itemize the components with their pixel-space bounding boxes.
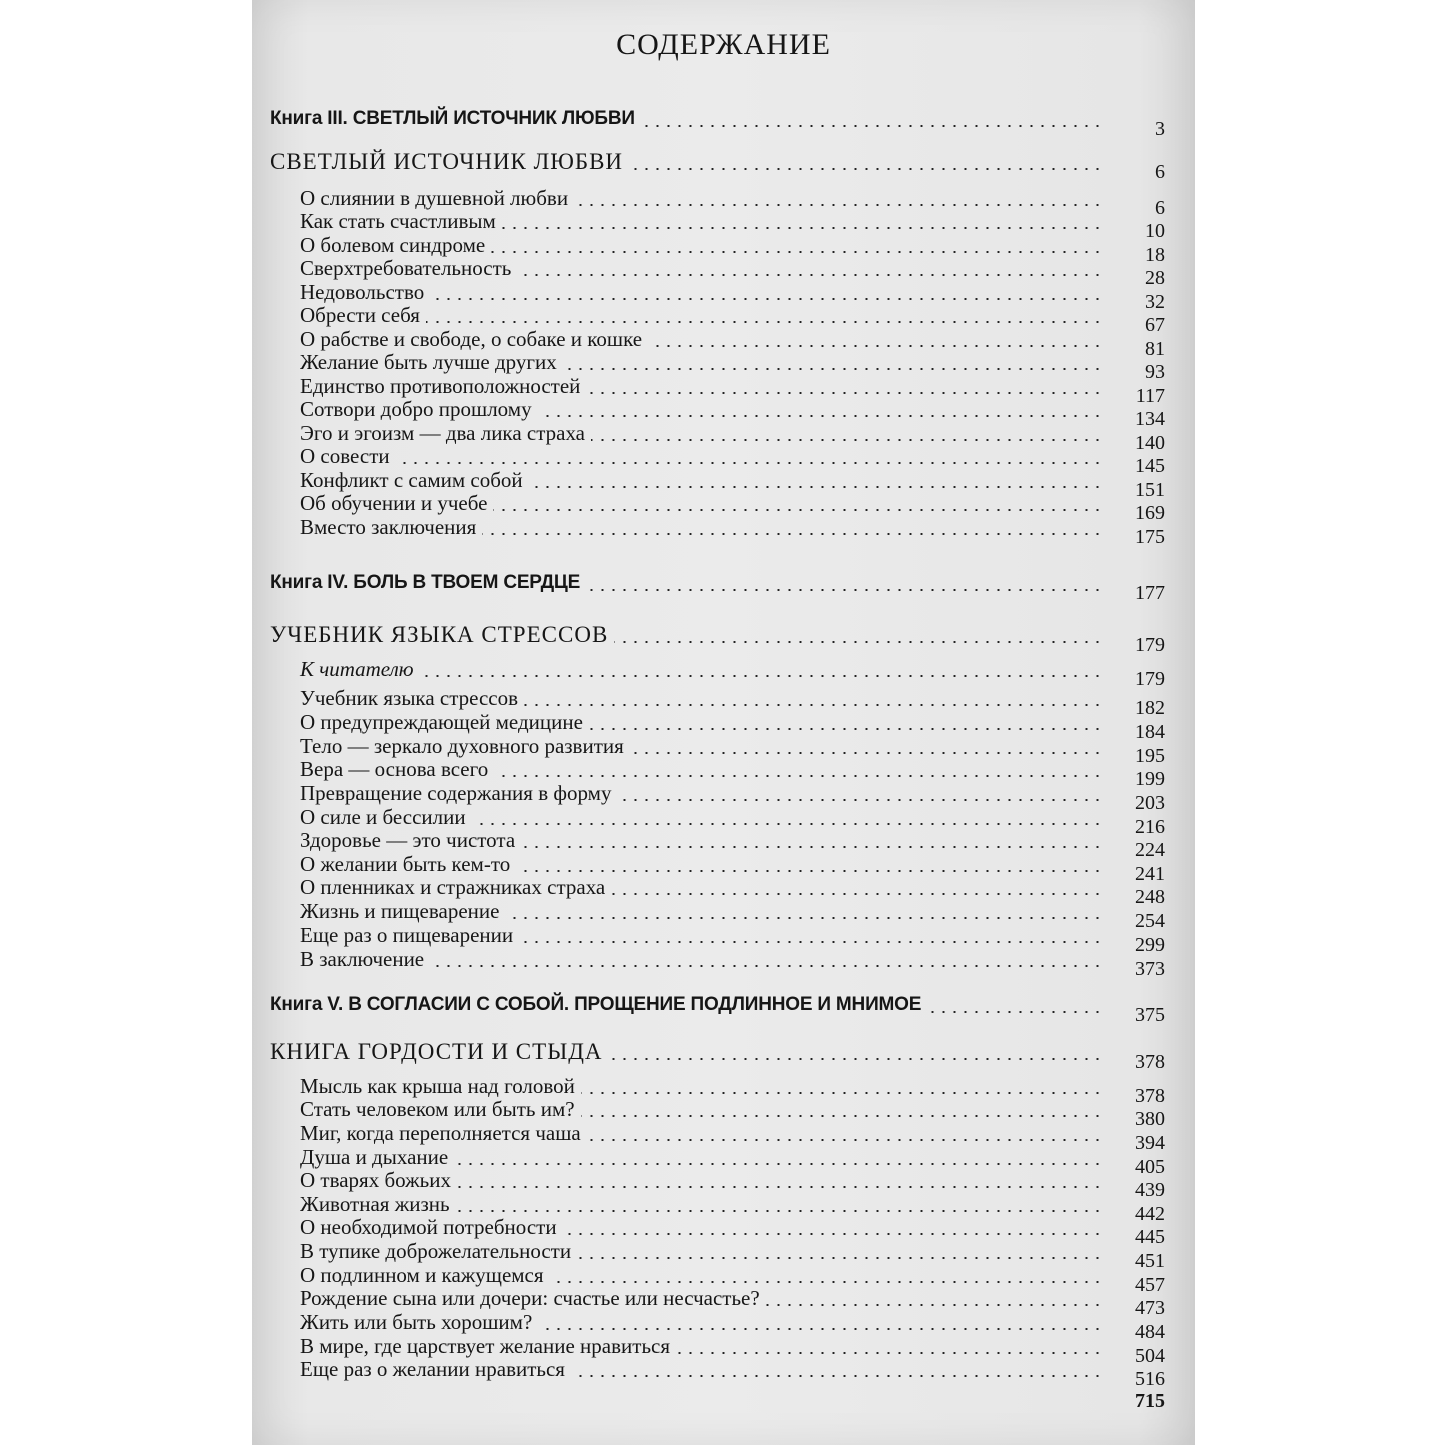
dot-leader: [614, 641, 1103, 643]
toc-entry-page: 248: [1135, 886, 1165, 908]
dot-leader: [574, 204, 1103, 206]
toc-entry-title: Эго и эгоизм — два лика страха: [300, 421, 586, 445]
toc-entry-page: 67: [1145, 314, 1165, 336]
dot-leader: [519, 941, 1103, 943]
dot-leader: [630, 752, 1103, 754]
toc-chapter-entry: [252, 780, 1195, 814]
toc-entry-page: 473: [1135, 1297, 1165, 1319]
toc-entry-page: 299: [1135, 934, 1165, 956]
toc-entry-title: В заключение: [300, 947, 425, 971]
toc-chapter-entry: [252, 946, 1195, 980]
toc-entry-page: 3: [1155, 118, 1165, 140]
dot-leader: [766, 1304, 1103, 1306]
toc-entry-page: 216: [1135, 816, 1165, 838]
toc-chapter-entry: [252, 1096, 1195, 1130]
dot-leader: [577, 1257, 1103, 1259]
toc-entry-title: О предупреждающей медицине: [300, 710, 583, 734]
toc-entry-title: Книга V. В СОГЛАСИИ С СОБОЙ. ПРОЩЕНИЕ ПОДЛИННОЕ И МНИМОЕ: [270, 994, 922, 1015]
dot-leader: [641, 125, 1103, 127]
toc-chapter-entry: [252, 1238, 1195, 1272]
page-number: 715: [1135, 1390, 1165, 1412]
toc-entry-page: 405: [1135, 1156, 1165, 1178]
dot-leader: [396, 462, 1103, 464]
dot-leader: [420, 675, 1103, 677]
toc-entry-title: Как стать счастливым: [300, 209, 496, 233]
toc-chapter-entry: [252, 1214, 1195, 1248]
toc-entry-title: Жить или быть хорошим?: [300, 1310, 533, 1334]
toc-entry-page: 195: [1135, 745, 1165, 767]
toc-entry-page: 442: [1135, 1203, 1165, 1225]
dot-leader: [491, 251, 1103, 253]
toc-chapter-entry: [252, 709, 1195, 743]
toc-chapter-entry: [252, 1309, 1195, 1343]
toc-entry-title: О слиянии в душевной любви: [300, 186, 569, 210]
toc-section-entry: [252, 622, 1195, 656]
dot-leader: [611, 893, 1103, 895]
toc-entry-page: 378: [1135, 1051, 1165, 1073]
toc-entry-page: 504: [1135, 1345, 1165, 1367]
toc-entry-page: 140: [1135, 432, 1165, 454]
dot-leader: [472, 823, 1103, 825]
dot-leader: [563, 1233, 1103, 1235]
toc-chapter-entry: [252, 1167, 1195, 1201]
dot-leader: [587, 1139, 1103, 1141]
toc-entry-page: 18: [1145, 244, 1165, 266]
dot-leader: [581, 1092, 1103, 1094]
toc-book-entry: [252, 992, 1195, 1026]
toc-book-entry: [252, 570, 1195, 604]
toc-entry-title: Недовольство: [300, 280, 425, 304]
toc-entry-title: Учебник языка стрессов: [300, 686, 519, 710]
dot-leader: [521, 846, 1103, 848]
toc-chapter-entry: [252, 396, 1195, 430]
dot-leader: [538, 415, 1103, 417]
dot-leader: [676, 1352, 1103, 1354]
toc-chapter-entry: [252, 898, 1195, 932]
dot-leader: [430, 298, 1103, 300]
toc-book-entry: [252, 106, 1195, 140]
toc-entry-page: 380: [1135, 1108, 1165, 1130]
toc-entry-title: О болевом синдроме: [300, 233, 486, 257]
toc-entry-title: Стать человеком или быть им?: [300, 1097, 575, 1121]
toc-entry-page: 182: [1135, 697, 1165, 719]
dot-leader: [457, 1186, 1103, 1188]
toc-entry-page: 439: [1135, 1179, 1165, 1201]
toc-entry-title: УЧЕБНИК ЯЗЫКА СТРЕССОВ: [270, 622, 609, 647]
toc-entry-title: КНИГА ГОРДОСТИ И СТЫДА: [270, 1039, 603, 1064]
toc-entry-title: Миг, когда переполняется чаша: [300, 1121, 581, 1145]
dot-leader: [927, 1011, 1103, 1013]
toc-entry-title: В мире, где царствует желание нравиться: [300, 1334, 671, 1358]
toc-entry-page: 373: [1135, 958, 1165, 980]
dot-leader: [493, 509, 1103, 511]
toc-chapter-entry: [252, 443, 1195, 477]
toc-entry-page: 254: [1135, 910, 1165, 932]
toc-chapter-entry: [252, 827, 1195, 861]
toc-chapter-entry: [252, 1285, 1195, 1319]
toc-entry-title: В тупике доброжелательности: [300, 1239, 572, 1263]
toc-entry-page: 241: [1135, 863, 1165, 885]
toc-entry-page: 179: [1135, 668, 1165, 690]
toc-entry-page: 457: [1135, 1274, 1165, 1296]
toc-entry-page: 6: [1155, 161, 1165, 183]
toc-chapter-entry: [252, 349, 1195, 383]
toc-entry-title: Тело — зеркало духовного развития: [300, 734, 624, 758]
toc-entry-title: Обрести себя: [300, 303, 420, 327]
toc-heading: СОДЕРЖАНИЕ: [616, 28, 831, 61]
dot-leader: [482, 533, 1103, 535]
toc-entry-page: 134: [1135, 408, 1165, 430]
dot-leader: [524, 704, 1103, 706]
toc-entry-title: СВЕТЛЫЙ ИСТОЧНИК ЛЮБВИ: [270, 149, 624, 174]
toc-entry-title: Вместо заключения: [300, 515, 477, 539]
toc-entry-page: 81: [1145, 338, 1165, 360]
toc-entry-title: Желание быть лучше других: [300, 350, 557, 374]
toc-entry-title: Книга IV. БОЛЬ В ТВОЕМ СЕРДЦЕ: [270, 572, 581, 593]
toc-section-entry: [252, 1039, 1195, 1073]
dot-leader: [454, 1163, 1103, 1165]
toc-entry-title: Здоровье — это чистота: [300, 828, 516, 852]
toc-entry-page: 484: [1135, 1321, 1165, 1343]
toc-entry-title: Превращение содержания в форму: [300, 781, 612, 805]
dot-leader: [505, 917, 1103, 919]
toc-entry-page: 28: [1145, 267, 1165, 289]
dot-leader: [589, 728, 1103, 730]
toc-entry-page: 179: [1135, 634, 1165, 656]
toc-chapter-entry: [252, 490, 1195, 524]
toc-chapter-entry: [252, 255, 1195, 289]
toc-entry-page: 145: [1135, 455, 1165, 477]
toc-entry-page: 169: [1135, 502, 1165, 524]
toc-chapter-entry: [252, 685, 1195, 719]
toc-entry-title: Еще раз о желании нравиться: [300, 1357, 565, 1381]
toc-entry-title: Книга III. СВЕТЛЫЙ ИСТОЧНИК ЛЮБВИ: [270, 108, 635, 129]
dot-leader: [629, 168, 1103, 170]
toc-chapter-entry: [252, 756, 1195, 790]
toc-entry-page: 375: [1135, 1004, 1165, 1026]
toc-entry-title: Мысль как крыша над головой: [300, 1074, 575, 1098]
dot-leader: [529, 486, 1103, 488]
toc-entry-title: Единство противоположностей: [300, 374, 581, 398]
toc-entry-page: 378: [1135, 1085, 1165, 1107]
toc-entry-page: 516: [1135, 1368, 1165, 1390]
toc-entry-title: Жизнь и пищеварение: [300, 899, 500, 923]
toc-entry-title: Душа и дыхание: [300, 1145, 449, 1169]
toc-entry-page: 203: [1135, 792, 1165, 814]
dot-leader: [571, 1375, 1103, 1377]
toc-entry-page: 184: [1135, 721, 1165, 743]
dot-leader: [586, 392, 1103, 394]
toc-entry-title: О рабстве и свободе, о собаке и кошке: [300, 327, 643, 351]
toc-entry-page: 151: [1135, 479, 1165, 501]
dot-leader: [494, 775, 1103, 777]
toc-chapter-entry: [252, 514, 1195, 548]
toc-entry-title: Животная жизнь: [300, 1192, 450, 1216]
toc-entry-title: О тварях божьих: [300, 1168, 451, 1192]
toc-entry-title: Об обучении и учебе: [300, 491, 488, 515]
dot-leader: [456, 1210, 1103, 1212]
toc-entry-title: О силе и бессилии: [300, 805, 466, 829]
toc-entry-page: 394: [1135, 1132, 1165, 1154]
toc-entry-page: 445: [1135, 1226, 1165, 1248]
toc-entry-title: О совести: [300, 444, 390, 468]
toc-chapter-entry: [252, 874, 1195, 908]
toc-entry-page: 175: [1135, 526, 1165, 548]
toc-entry-page: 10: [1145, 220, 1165, 242]
toc-entry-title: О пленниках и стражниках страха: [300, 875, 606, 899]
dot-leader: [617, 799, 1103, 801]
dot-leader: [586, 589, 1103, 591]
toc-entry-page: 32: [1145, 291, 1165, 313]
dot-leader: [563, 368, 1103, 370]
toc-entry-page: 199: [1135, 768, 1165, 790]
toc-chapter-entry: [252, 302, 1195, 336]
toc-entry-title: Рождение сына или дочери: счастье или несчастье?: [300, 1286, 760, 1310]
toc-section-entry: [252, 149, 1195, 183]
toc-entry-page: 451: [1135, 1250, 1165, 1272]
toc-chapter-entry: [252, 208, 1195, 242]
toc-entry-page: 6: [1155, 197, 1165, 219]
dot-leader: [591, 439, 1103, 441]
toc-entry-title: Сотвори добро прошлому: [300, 397, 532, 421]
dot-leader: [609, 1058, 1103, 1060]
toc-chapter-entry: [252, 1356, 1195, 1390]
dot-leader: [581, 1115, 1103, 1117]
dot-leader: [648, 345, 1103, 347]
dot-leader: [538, 1328, 1103, 1330]
dot-leader: [550, 1281, 1103, 1283]
toc-entry-title: Сверхтребовательность: [300, 256, 512, 280]
toc-entry-title: О подлинном и кажущемся: [300, 1263, 544, 1287]
toc-entry-title: Конфликт с самим собой: [300, 468, 523, 492]
toc-chapter-entry: [252, 1120, 1195, 1154]
dot-leader: [426, 321, 1103, 323]
toc-entry-title: Еще раз о пищеварении: [300, 923, 514, 947]
dot-leader: [430, 965, 1103, 967]
toc-entry-page: 93: [1145, 361, 1165, 383]
book-page: [252, 0, 1195, 1445]
toc-entry-page: 117: [1135, 385, 1165, 407]
dot-leader: [502, 227, 1103, 229]
toc-chapter-entry: [252, 656, 1195, 690]
toc-entry-page: 177: [1135, 582, 1165, 604]
toc-entry-title: К читателю: [300, 657, 414, 681]
dot-leader: [517, 274, 1103, 276]
toc-entry-title: Вера — основа всего: [300, 757, 489, 781]
toc-entry-title: О необходимой потребности: [300, 1215, 557, 1239]
toc-entry-page: 224: [1135, 839, 1165, 861]
toc-chapter-entry: [252, 922, 1195, 956]
toc-entry-title: О желании быть кем-то: [300, 852, 511, 876]
dot-leader: [516, 870, 1103, 872]
